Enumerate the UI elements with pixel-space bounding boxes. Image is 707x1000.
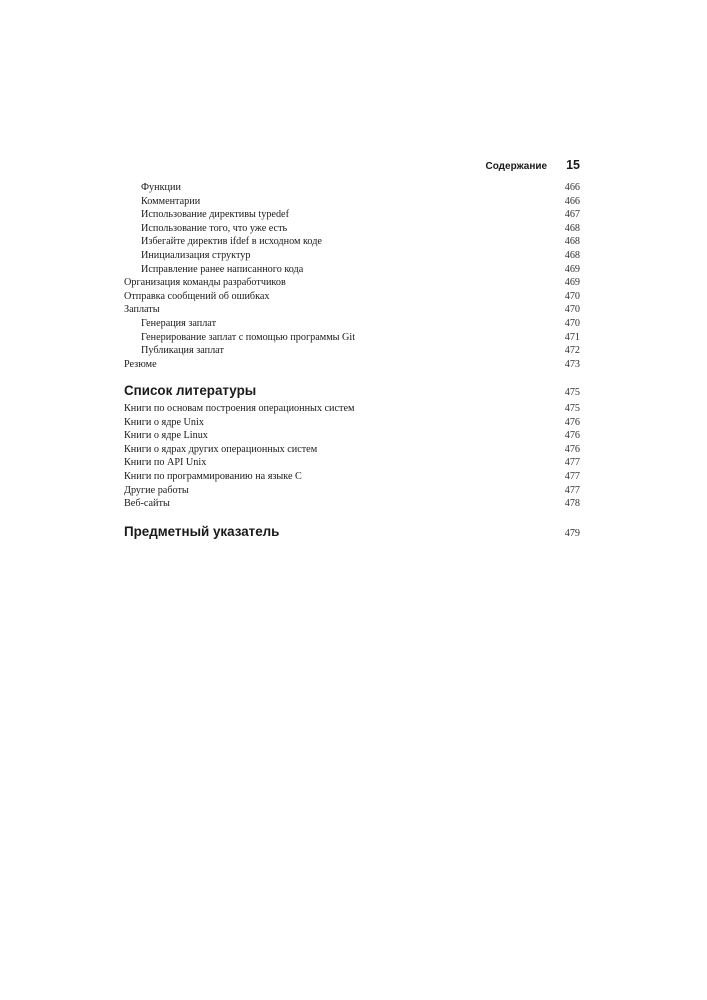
toc-entry-page: 472 <box>564 345 580 357</box>
toc-entry-title: Публикация заплат <box>141 345 224 357</box>
toc-entry-title: Использование директивы typedef <box>141 209 289 221</box>
toc-entry[interactable] <box>124 485 580 499</box>
toc-entry[interactable] <box>124 223 580 237</box>
subject-index-title: Предметный указатель <box>124 524 280 539</box>
toc-entry-page: 477 <box>564 484 580 496</box>
toc-entry[interactable] <box>124 498 580 512</box>
toc-entry-title: Комментарии <box>141 195 201 207</box>
toc-entry-page: 468 <box>564 249 580 261</box>
toc-entry[interactable] <box>124 182 580 196</box>
toc-entry[interactable] <box>124 332 580 346</box>
toc-entry[interactable] <box>124 250 580 264</box>
running-head <box>124 158 580 172</box>
bibliography-title: Список литературы <box>124 383 257 398</box>
subject-index-heading[interactable] <box>124 524 580 539</box>
toc-entry-title: Веб-сайты <box>124 498 170 510</box>
subject-index-page: 479 <box>564 528 580 539</box>
toc-entry-title: Избегайте директив ifdef в исходном коде <box>141 236 322 248</box>
bibliography-page: 475 <box>564 387 580 398</box>
toc-entry-page: 470 <box>564 290 580 302</box>
toc-entry[interactable] <box>124 345 580 359</box>
toc-entry-page: 469 <box>564 263 580 275</box>
toc-entry-title: Генерирование заплат с помощью программы Git <box>141 331 356 343</box>
toc-entry-page: 473 <box>564 358 580 370</box>
toc-entry[interactable] <box>124 318 580 332</box>
toc-entry[interactable] <box>124 403 580 417</box>
toc-entry[interactable] <box>124 304 580 318</box>
running-head-section: Содержание <box>485 161 548 172</box>
toc-entry[interactable] <box>124 444 580 458</box>
toc-entry[interactable] <box>124 417 580 431</box>
toc-entry-page: 477 <box>564 470 580 482</box>
toc-entry[interactable] <box>124 209 580 223</box>
toc-entry-title: Книги о ядрах других операционных систем <box>124 443 318 455</box>
toc-entry-title: Книги по программированию на языке С <box>124 470 302 482</box>
toc-entry-page: 468 <box>564 236 580 248</box>
toc-entry-title: Исправление ранее написанного кода <box>141 263 304 275</box>
toc-entry-page: 471 <box>564 331 580 343</box>
toc-entry[interactable] <box>124 196 580 210</box>
toc-entry-page: 466 <box>564 195 580 207</box>
toc-entry[interactable] <box>124 277 580 291</box>
toc-entry-title: Организация команды разработчиков <box>124 277 286 289</box>
toc-entry-page: 477 <box>564 457 580 469</box>
toc-entry-page: 478 <box>564 498 580 510</box>
toc-entry-title: Книги о ядре Unix <box>124 416 204 428</box>
toc-entry-title: Книги о ядре Linux <box>124 430 208 442</box>
page-number: 15 <box>566 158 580 172</box>
toc-entry[interactable] <box>124 457 580 471</box>
toc-entry-page: 468 <box>564 222 580 234</box>
toc-entry-page: 469 <box>564 277 580 289</box>
toc-entry-title: Генерация заплат <box>141 317 217 329</box>
toc-entry-title: Заплаты <box>124 304 160 316</box>
toc-entry[interactable] <box>124 430 580 444</box>
toc-entry-page: 476 <box>564 416 580 428</box>
toc-entry-title: Резюме <box>124 358 157 370</box>
toc-entry-title: Другие работы <box>124 484 189 496</box>
toc-entry-page: 470 <box>564 317 580 329</box>
toc-entry[interactable] <box>124 264 580 278</box>
toc-entry-page: 476 <box>564 430 580 442</box>
bibliography-heading[interactable] <box>124 383 580 398</box>
toc-entry-title: Инициализация структур <box>141 249 251 261</box>
bibliography-list <box>124 403 580 512</box>
toc-entry-page: 475 <box>564 403 580 414</box>
toc-entry-title: Отправка сообщений об ошибках <box>124 290 270 302</box>
toc-entry-title: Использование того, что уже есть <box>141 222 288 234</box>
toc-top-list <box>124 182 580 372</box>
toc-entry-page: 476 <box>564 443 580 455</box>
toc-entry-title: Книги по API Unix <box>124 457 207 469</box>
toc-entry-page: 470 <box>564 304 580 316</box>
toc-entry-title: Функции <box>141 182 181 193</box>
toc-entry[interactable] <box>124 236 580 250</box>
toc-entry-page: 466 <box>564 182 580 193</box>
toc-entry-page: 467 <box>564 209 580 221</box>
toc-entry[interactable] <box>124 471 580 485</box>
toc-entry[interactable] <box>124 291 580 305</box>
toc-entry[interactable] <box>124 359 580 373</box>
toc-entry-title: Книги по основам построения операционных систем <box>124 403 355 414</box>
